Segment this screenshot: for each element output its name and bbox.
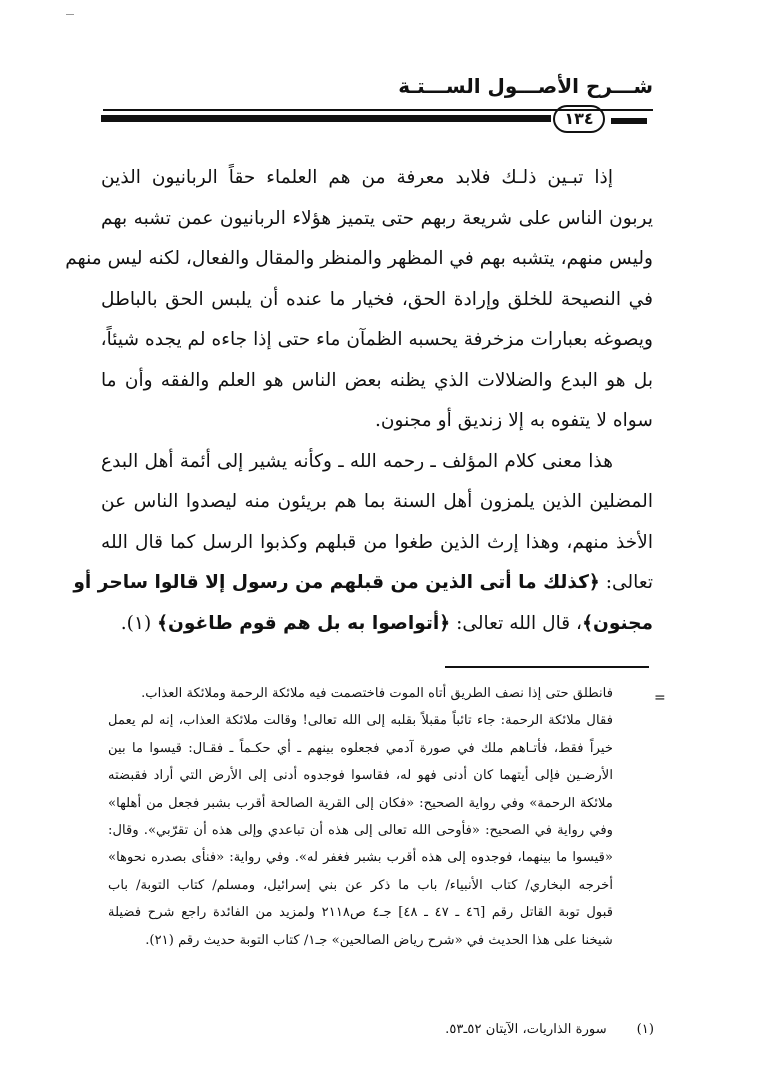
footnote-number: (١) xyxy=(636,1022,654,1037)
quran-quote: ﴿أتواصوا به بل هم قوم طاغون﴾ xyxy=(157,612,451,634)
footnote-line: ملائكة الرحمة» وفي رواية الصحيح: «فكان إلى القرية الصالحة أقرب بشبر فجعل من أهلها» xyxy=(108,795,613,811)
text-line xyxy=(73,563,653,604)
text-line: بل هو البدع والضلالات الذي يظنه بعض الناس هو العلم والفقه وأن ما xyxy=(101,369,653,391)
quran-quote: مجنون﴾ xyxy=(582,612,653,634)
footnote-line: خيراً فقط، فأتـاهم ملك في صورة آدمي فجعلوه بينهم ـ أي حكـماً ـ فقـال: قيسوا ما بين xyxy=(108,740,613,756)
footnote-continuation-mark: = xyxy=(654,690,666,706)
text-line: المضلين الذين يلمزون أهل السنة بما هم بريئون منه ليصدوا الناس عن xyxy=(101,491,653,512)
page-number: ١٣٤ xyxy=(553,105,605,133)
text-line: يربون الناس على شريعة ربهم حتى يتميز هؤلاء الربانيون عمن تشبه بهم xyxy=(101,207,653,229)
footnote-1 xyxy=(108,1016,654,1043)
text-line: سواه لا يتفوه به إلا زنديق أو مجنون. xyxy=(374,410,653,431)
footnote-line: قبول توبة القاتل رقم [٤٦ ـ ٤٧ ـ ٤٨] جـ٤ ص٢١١٨ ولمزيد من الفائدة راجع شرح فضيلة xyxy=(108,905,614,921)
text-segment: ، قال الله تعالى: xyxy=(450,612,583,634)
header-rule-thick xyxy=(101,115,551,122)
text-line: ويصوغه بعبارات مزخرفة يحسبه الظمآن ماء حتى إذا جاءه لم يجده شيئاً، xyxy=(100,329,653,350)
main-text xyxy=(65,158,653,644)
footnote-line: وفي رواية في الصحيح: «فأوحى الله تعالى إلى هذه أن تباعدي وإلى هذه أن تقرّبي». وقال: xyxy=(108,822,613,838)
text-line: في النصيحة للخلق وإرادة الحق، فخيار ما عنده أن يلبس الحق بالباطل xyxy=(101,288,653,310)
footnote-line: أخرجه البخاري/ كتاب الأنبياء/ باب ما ذكر عن بني إسرائيل، ومسلم/ كتاب التوبة/ باب xyxy=(108,877,613,893)
footnote-line: الأرضـين فإلى أيتهما كان أدنى فهو له، فقاسوا فوجدوه أدنى إلى الأرض التي أراد فقبضته xyxy=(108,768,613,784)
text-segment: تعالى: xyxy=(599,572,653,593)
text-line: الأخذ منهم، وهذا إرث الذين طغوا من قبلهم وكذبوا الرسل كما قال الله xyxy=(101,531,653,553)
footnotes xyxy=(108,680,613,954)
footnote-line: «قيسوا ما بينهما، فوجدوه إلى هذه أقرب بشبر فغفر له». وفي رواية: «فنأى بصدره نحوها» xyxy=(108,850,613,866)
running-header-title: شـــرح الأصـــول الســـتـة xyxy=(398,74,653,98)
footnote-line: شيخنا على هذا الحديث في «شرح رياض الصالحين» جـ١/ كتاب التوبة حديث رقم (٢١). xyxy=(145,932,613,948)
footnote-text: سورة الذاريات، الآيتان ٥٢ـ٥٣. xyxy=(445,1022,607,1037)
text-line: هذا معنى كلام المؤلف ـ رحمه الله ـ وكأنه يشير إلى أئمة أهل البدع xyxy=(101,450,613,472)
text-line: وليس منهم، يتشبه بهم في المظهر والمنظر والمقال والفعال، لكنه ليس منهم xyxy=(65,248,653,269)
text-line xyxy=(101,604,653,645)
footnote-ref: (١). xyxy=(120,612,158,634)
footnote-line: فانطلق حتى إذا نصف الطريق أتاه الموت فاختصمت فيه ملائكة الرحمة وملائكة العذاب. xyxy=(141,686,613,701)
footnote-line: فقال ملائكة الرحمة: جاء تائباً مقبلاً بقلبه إلى الله تعالى! وقالت ملائكة العذاب، إنه لم يعمل xyxy=(108,713,613,729)
footnote-separator xyxy=(445,666,649,668)
quran-quote: ﴿كذلك ما أتى الذين من قبلهم من رسول إلا قالوا ساحر أو xyxy=(73,572,600,593)
text-line: إذا تبـين ذلـك فلابد معرفة من هم العلماء حقاً الربانيون الذين xyxy=(101,167,613,188)
page-number-dash xyxy=(611,118,647,124)
corner-mark xyxy=(66,14,74,15)
